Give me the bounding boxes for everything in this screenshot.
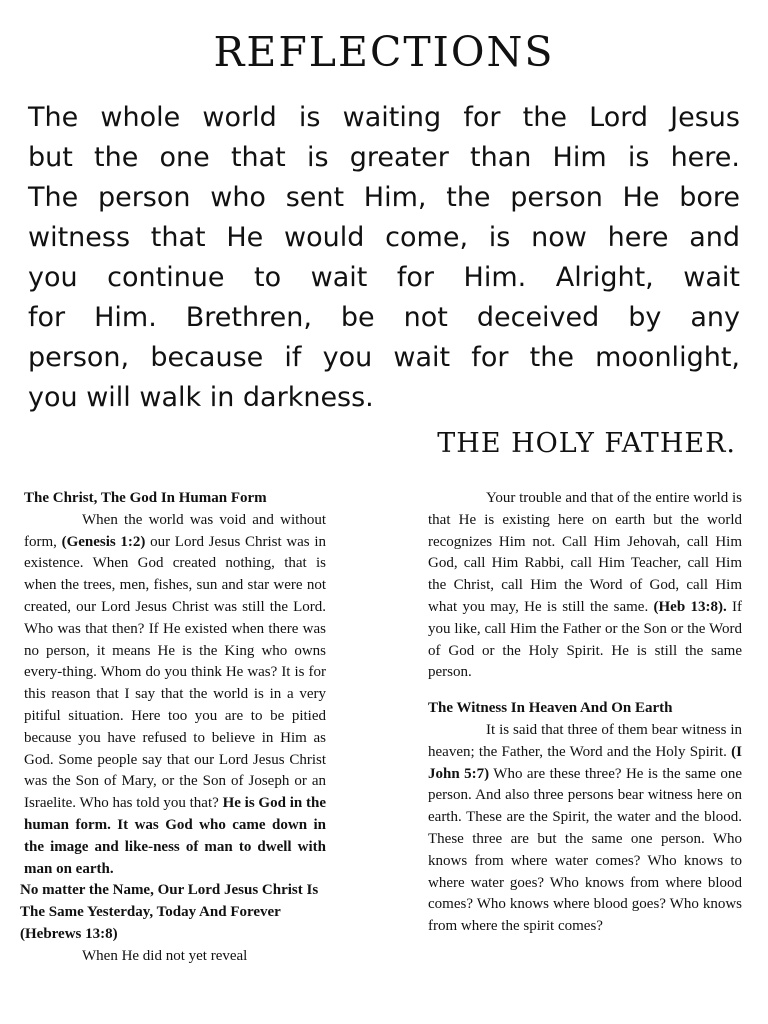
quote-line: witness that He would come, is now here and: [28, 222, 740, 253]
section-heading: The Witness In Heaven And On Earth: [428, 700, 673, 717]
body-paragraph: When He did not yet reveal: [82, 947, 248, 964]
quote-line: for Him. Brethren, be not deceived by any: [28, 302, 740, 333]
paragraph-text: When the world was void and without form,: [24, 511, 326, 550]
section-gap: [428, 684, 742, 698]
body-paragraph: [24, 510, 326, 881]
quote-line: you continue to wait for Him. Alright, wait: [28, 262, 740, 293]
emphasized-text: He is God in the human form. It was God who came down in the image and like-ness of man to dwell with man on earth.: [24, 795, 326, 877]
right-column: [428, 488, 742, 938]
body-paragraph: [428, 720, 742, 938]
quote-line: you will walk in darkness.: [28, 382, 374, 413]
paragraph-text: Who are these three? He is the same one person. And also three persons bear witness here on earth. These are the Spirit, the water and the blood. These three are but the same one person. Who knows from where water comes? Who knows to where water goes? Who knows from where blood comes? Who knows where blood goes? Who knows from where the spirit comes?: [428, 765, 743, 935]
scripture-reference: (Genesis 1:2): [61, 533, 146, 550]
page-title: REFLECTIONS: [213, 28, 555, 76]
quote-line: person, because if you wait for the moonlight,: [28, 342, 740, 373]
section-heading: The Christ, The God In Human Form: [24, 490, 267, 506]
scripture-reference: (I John 5:7): [428, 743, 742, 782]
paragraph-text: Your trouble and that of the entire world is that He is existing here on earth but the world recognizes Him not. Call Him Jehovah, call Him God, call Him Rabbi, call Him Teacher, call Him the Christ, call Him the Word of God, call Him what you may, He is still the same.: [428, 490, 742, 615]
quote-line: but the one that is greater than Him is here.: [28, 142, 740, 173]
left-column: [20, 488, 326, 968]
paragraph-text: It is said that three of them bear witness in heaven; the Father, the Word and the Holy Spirit.: [428, 721, 742, 760]
paragraph-text: If you like, call Him the Father or the Son or the Word of God or the Holy Spirit. He is still the same person.: [428, 598, 742, 681]
featured-quote: [28, 98, 740, 418]
quote-line: The person who sent Him, the person He bore: [28, 182, 740, 213]
heading-text: No matter the Name, Our Lord Jesus Christ Is The Same Yesterday, Today And Forever: [20, 882, 319, 921]
body-paragraph: [428, 488, 742, 684]
quote-attribution: THE HOLY FATHER.: [437, 428, 736, 459]
quote-line: The whole world is waiting for the Lord Jesus: [28, 102, 740, 133]
scripture-reference: (Heb 13:8).: [653, 598, 727, 615]
scripture-reference: (Hebrews 13:8): [20, 925, 118, 942]
paragraph-text: our Lord Jesus Christ was in existence. When God created nothing, that is when the trees, men, fishes, sun and star were not created, our Lord Jesus Christ was still the Lord. Who was that then? If He existed when there was no person, it means He is the King who owns every-thing. Whom do you think He was? It is for this reason that I say that the world is in a very pitiful situation. Here too you are to be pitied because you have refused to believe in Him as God. Some people say that our Lord Jesus Christ was the Son of Mary, or the Son of Joseph or an Israelite. Who has told you that?: [24, 533, 326, 812]
section-heading: [20, 880, 326, 945]
